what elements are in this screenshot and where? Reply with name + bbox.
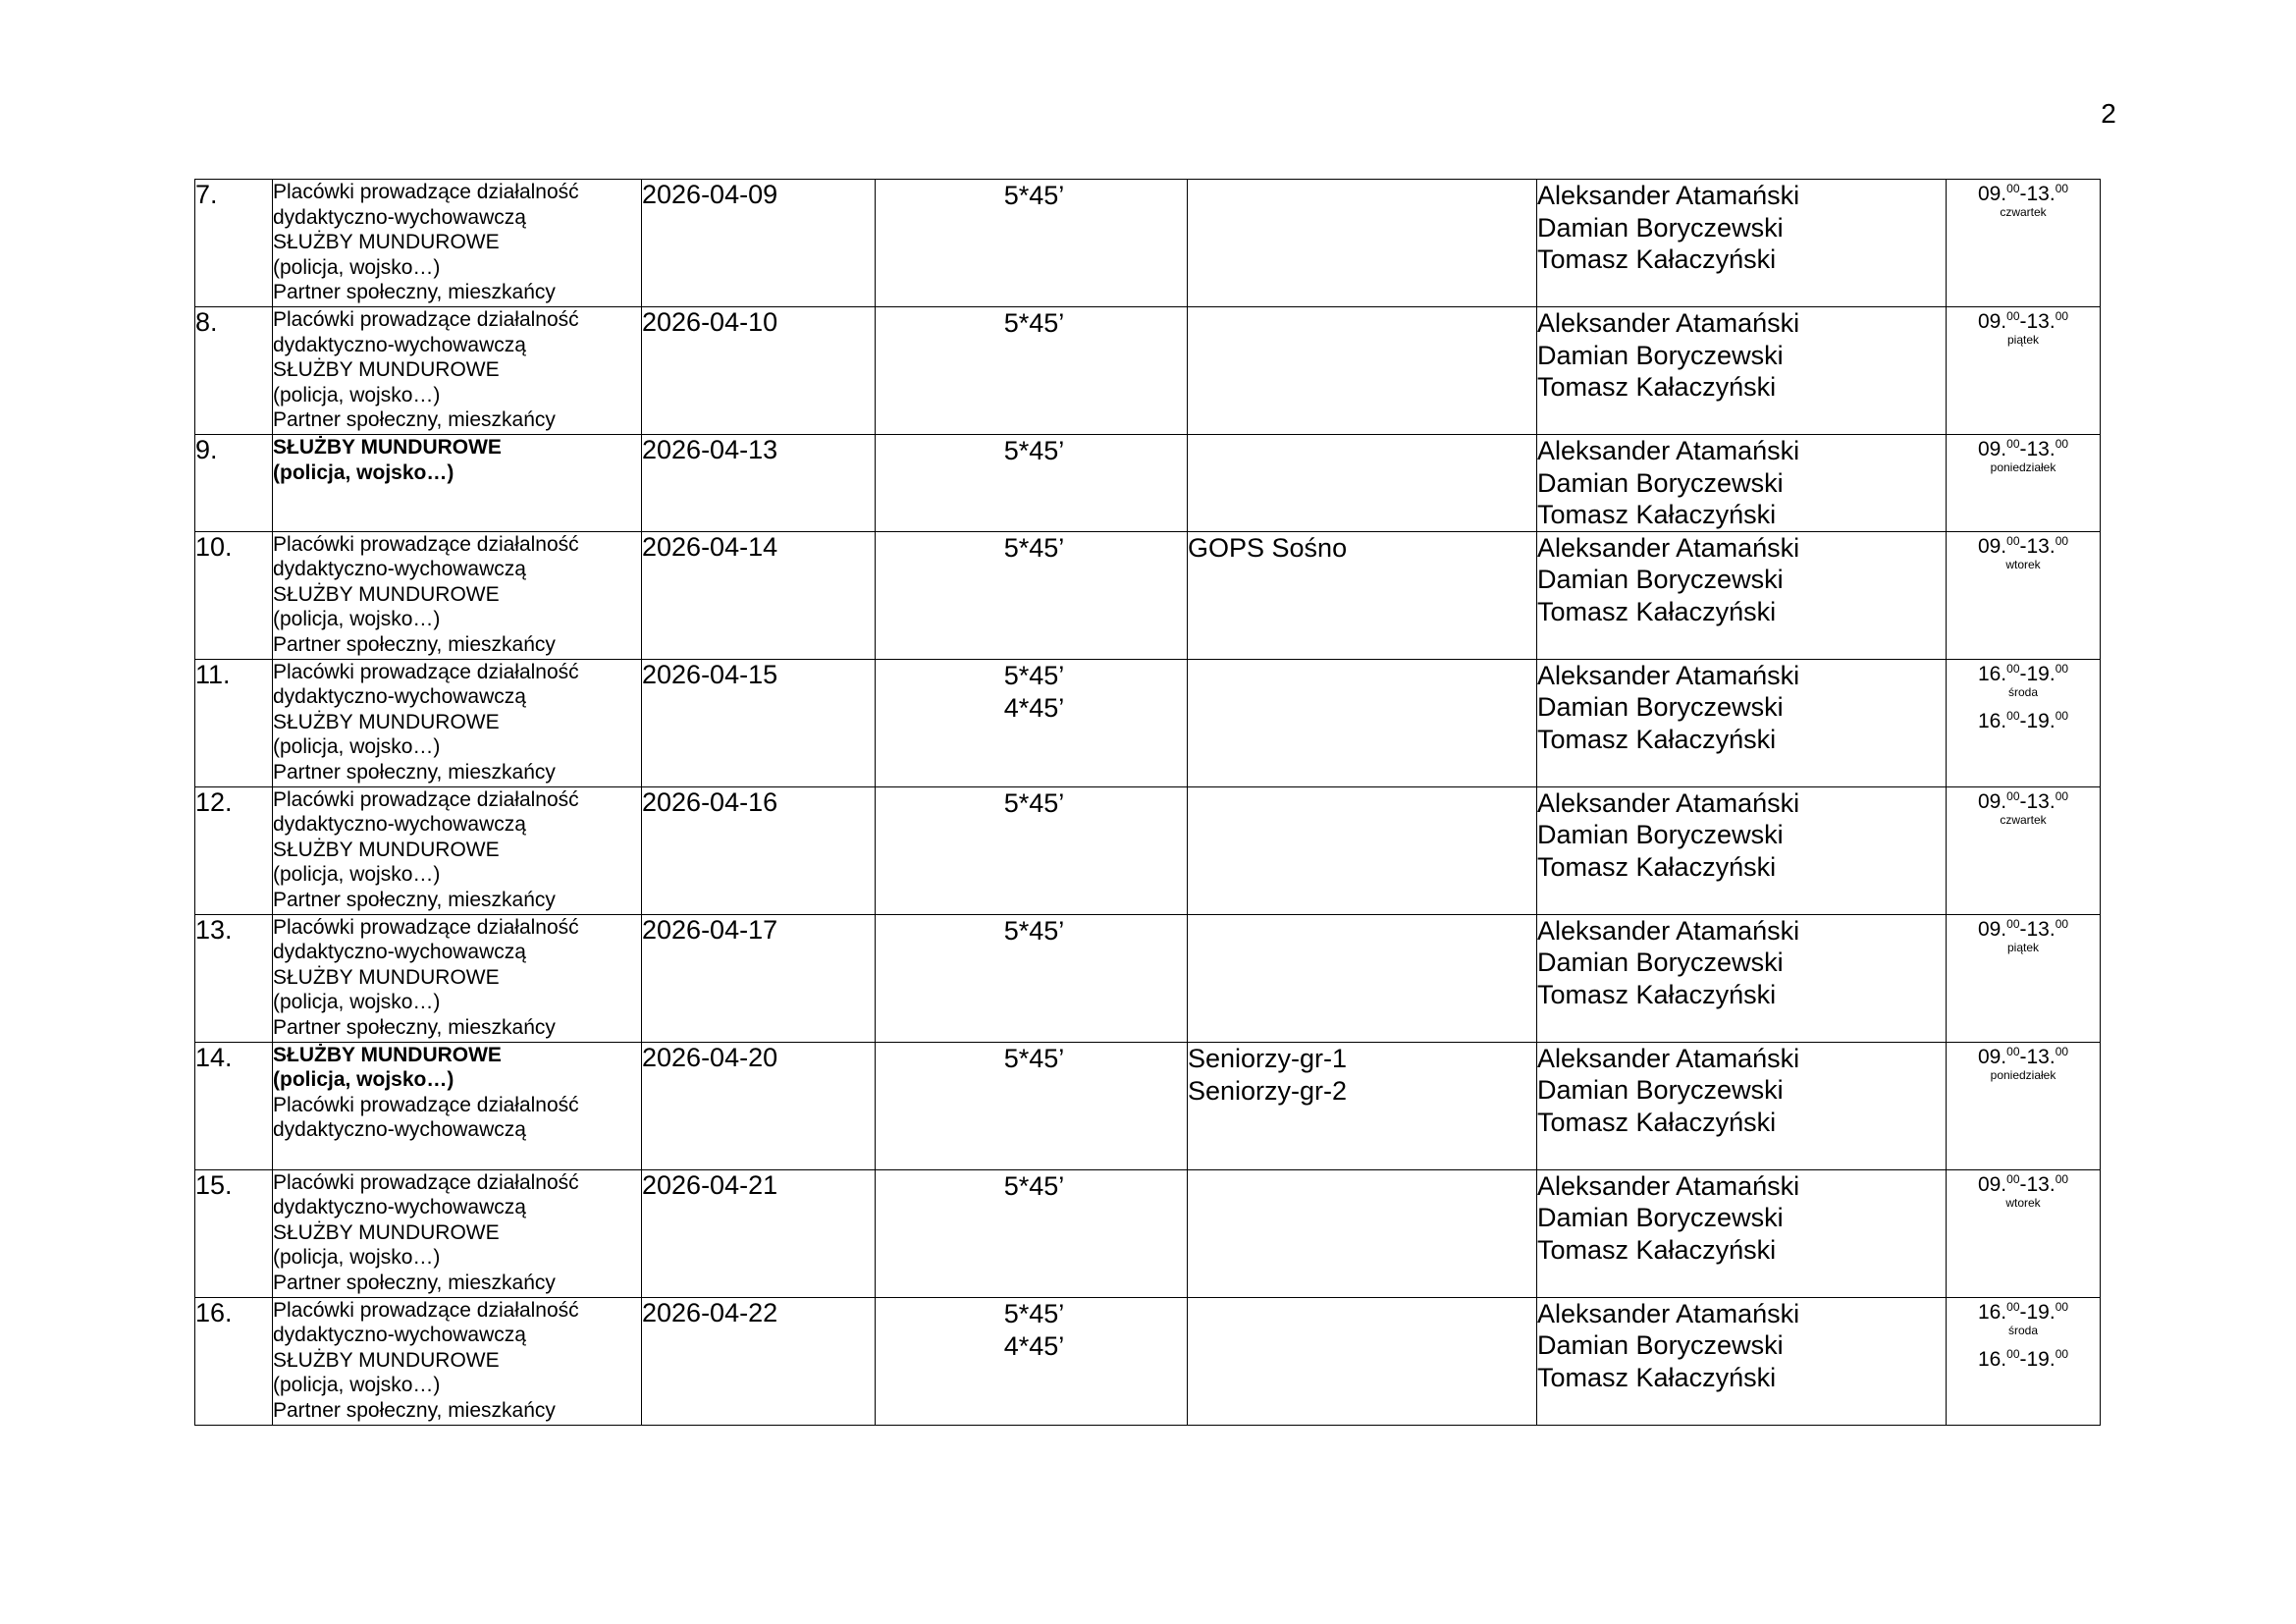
row-number-cell — [195, 1169, 273, 1297]
trainer-name: Damian Boryczewski — [1537, 212, 1784, 243]
row-number-cell — [195, 531, 273, 659]
trainers-cell — [1537, 1297, 1947, 1425]
target-group-line: SŁUŻBY MUNDUROWE — [273, 436, 502, 459]
time-range — [1947, 788, 2100, 813]
place-cell — [1188, 435, 1537, 532]
time-end-minutes: 00 — [2055, 1044, 2069, 1058]
hours-cell — [876, 531, 1188, 659]
table-row — [195, 914, 2101, 1042]
time-end: -19. — [2019, 709, 2056, 732]
place-value: GOPS Sośno — [1188, 532, 1348, 563]
table-row — [195, 531, 2101, 659]
session-date: 2026-04-14 — [642, 531, 778, 562]
time-range — [1947, 1346, 2100, 1371]
hours-value: 4*45’ — [1003, 1330, 1065, 1361]
trainers-cell — [1537, 307, 1947, 435]
row-number-cell — [195, 914, 273, 1042]
trainer-name: Aleksander Atamański — [1537, 660, 1800, 690]
trainer-name: Tomasz Kałaczyński — [1537, 979, 1777, 1009]
trainers-cell — [1537, 1042, 1947, 1169]
date-cell — [642, 180, 876, 307]
time-cell — [1947, 1042, 2101, 1169]
row-number: 11. — [195, 659, 231, 689]
time-end: -19. — [2019, 1347, 2056, 1371]
date-cell — [642, 786, 876, 914]
time-end-minutes: 00 — [2055, 1299, 2069, 1314]
row-number: 13. — [195, 914, 233, 945]
time-start: 16. — [1977, 1300, 2007, 1324]
time-end-minutes: 00 — [2055, 182, 2069, 195]
trainer-name: Damian Boryczewski — [1537, 1075, 1784, 1105]
target-group-line: (policja, wojsko…) — [273, 460, 454, 484]
hours-value: 5*45’ — [1003, 787, 1065, 818]
time-end-minutes: 00 — [2055, 916, 2069, 931]
target-group-line: dydaktyczno-wychowawczą — [273, 1118, 526, 1141]
time-end-minutes: 00 — [2055, 437, 2069, 451]
time-range — [1947, 184, 2100, 205]
hours-cell — [876, 1169, 1188, 1297]
place-cell — [1188, 1042, 1537, 1169]
target-group-line: SŁUŻBY MUNDUROWE — [273, 1043, 502, 1066]
place-cell — [1188, 786, 1537, 914]
target-group-line: (policja, wojsko…) — [273, 1246, 441, 1269]
time-start: 09. — [1977, 183, 2007, 205]
hours-cell — [876, 1042, 1188, 1169]
target-group-line: dydaktyczno-wychowawczą — [273, 333, 526, 356]
target-group-cell — [273, 435, 642, 532]
trainer-name: Aleksander Atamański — [1537, 181, 1800, 210]
time-start: 09. — [1977, 534, 2007, 558]
weekday-label: poniedziałek — [1990, 1067, 2056, 1082]
target-group-cell — [273, 531, 642, 659]
time-cell — [1947, 435, 2101, 532]
table-row — [195, 180, 2101, 307]
target-group-cell — [273, 1169, 642, 1297]
table-row — [195, 307, 2101, 435]
page-number: 2 — [2101, 98, 2116, 129]
time-start-minutes: 00 — [2006, 916, 2020, 931]
target-group-line: SŁUŻBY MUNDUROWE — [273, 582, 500, 606]
target-group-line: Partner społeczny, mieszkańcy — [273, 281, 556, 303]
target-group-line: SŁUŻBY MUNDUROWE — [273, 965, 500, 989]
target-group-line: (policja, wojsko…) — [273, 735, 441, 758]
row-number: 7. — [195, 180, 218, 209]
time-end: -13. — [2019, 1045, 2056, 1068]
target-group-line: (policja, wojsko…) — [273, 863, 441, 886]
session-date: 2026-04-21 — [642, 1169, 778, 1200]
time-start-minutes: 00 — [2006, 437, 2020, 451]
hours-cell — [876, 307, 1188, 435]
hours-cell — [876, 914, 1188, 1042]
weekday-label: czwartek — [2000, 205, 2047, 219]
trainer-name: Damian Boryczewski — [1537, 692, 1784, 722]
time-end-minutes: 00 — [2055, 1346, 2069, 1361]
time-range — [1947, 1044, 2100, 1068]
target-group-line: dydaktyczno-wychowawczą — [273, 813, 526, 836]
target-group-line: (policja, wojsko…) — [273, 255, 441, 279]
row-number-cell — [195, 1297, 273, 1425]
time-end: -13. — [2019, 438, 2056, 460]
row-number-cell — [195, 1042, 273, 1169]
trainer-name: Damian Boryczewski — [1537, 947, 1784, 977]
row-number: 9. — [195, 435, 218, 464]
target-group-cell — [273, 307, 642, 435]
row-number: 14. — [195, 1042, 233, 1072]
time-start-minutes: 00 — [2006, 1044, 2020, 1058]
table-row — [195, 1042, 2101, 1169]
place-value: Seniorzy-gr-2 — [1188, 1075, 1348, 1106]
time-end-minutes: 00 — [2055, 533, 2069, 548]
time-end-minutes: 00 — [2055, 661, 2069, 676]
time-start: 09. — [1977, 1172, 2007, 1196]
weekday-label: środa — [2007, 684, 2039, 699]
time-range — [1947, 1171, 2100, 1196]
hours-value: 5*45’ — [1003, 915, 1065, 946]
weekday-label: czwartek — [2000, 812, 2047, 827]
trainers-cell — [1537, 180, 1947, 307]
trainer-name: Tomasz Kałaczyński — [1537, 1234, 1777, 1265]
target-group-line: SŁUŻBY MUNDUROWE — [273, 231, 500, 253]
place-cell — [1188, 659, 1537, 786]
trainer-name: Aleksander Atamański — [1537, 436, 1800, 465]
time-range — [1947, 661, 2100, 685]
hours-value: 5*45’ — [1003, 660, 1065, 690]
time-cell — [1947, 659, 2101, 786]
table-row — [195, 659, 2101, 786]
time-start-minutes: 00 — [2006, 708, 2020, 723]
target-group-line: dydaktyczno-wychowawczą — [273, 1196, 526, 1218]
time-range — [1947, 1299, 2100, 1324]
target-group-line: (policja, wojsko…) — [273, 608, 441, 630]
row-number: 10. — [195, 531, 233, 562]
target-group-line: Partner społeczny, mieszkańcy — [273, 632, 556, 656]
trainer-name: Tomasz Kałaczyński — [1537, 1107, 1777, 1137]
target-group-line: (policja, wojsko…) — [273, 1374, 441, 1396]
table-row — [195, 786, 2101, 914]
target-group-line: Placówki prowadzące działalność — [273, 1298, 579, 1322]
hours-value: 5*45’ — [1003, 181, 1065, 210]
target-group-cell — [273, 180, 642, 307]
hours-cell — [876, 786, 1188, 914]
row-number-cell — [195, 659, 273, 786]
trainer-name: Tomasz Kałaczyński — [1537, 724, 1777, 754]
time-end: -13. — [2019, 183, 2056, 205]
place-cell — [1188, 914, 1537, 1042]
trainer-name: Damian Boryczewski — [1537, 340, 1784, 370]
time-end: -13. — [2019, 534, 2056, 558]
date-cell — [642, 659, 876, 786]
time-end-minutes: 00 — [2055, 1171, 2069, 1186]
target-group-line: Partner społeczny, mieszkańcy — [273, 888, 556, 911]
target-group-cell — [273, 659, 642, 786]
time-start-minutes: 00 — [2006, 182, 2020, 195]
hours-value: 5*45’ — [1003, 436, 1065, 465]
trainer-name: Tomasz Kałaczyński — [1537, 372, 1777, 402]
target-group-line: Partner społeczny, mieszkańcy — [273, 1271, 556, 1294]
session-date: 2026-04-09 — [642, 180, 778, 209]
time-range — [1947, 708, 2100, 732]
trainer-name: Tomasz Kałaczyński — [1537, 500, 1777, 529]
target-group-line: SŁUŻBY MUNDUROWE — [273, 1220, 500, 1244]
target-group-line: Placówki prowadzące działalność — [273, 915, 579, 939]
target-group-line: Placówki prowadzące działalność — [273, 181, 579, 203]
hours-value: 5*45’ — [1003, 1298, 1065, 1328]
hours-value: 5*45’ — [1003, 1170, 1065, 1201]
place-value: Seniorzy-gr-1 — [1188, 1043, 1348, 1073]
target-group-line: (policja, wojsko…) — [273, 991, 441, 1013]
target-group-cell — [273, 1042, 642, 1169]
trainer-name: Damian Boryczewski — [1537, 1203, 1784, 1232]
row-number-cell — [195, 307, 273, 435]
trainer-name: Damian Boryczewski — [1537, 1330, 1784, 1360]
weekday-label: wtorek — [2005, 1195, 2041, 1210]
place-cell — [1188, 180, 1537, 307]
target-group-line: dydaktyczno-wychowawczą — [273, 558, 526, 580]
time-start-minutes: 00 — [2006, 788, 2020, 803]
trainer-name: Aleksander Atamański — [1537, 308, 1800, 338]
trainers-cell — [1537, 659, 1947, 786]
time-end-minutes: 00 — [2055, 788, 2069, 803]
schedule-table — [194, 179, 2101, 1426]
date-cell — [642, 1169, 876, 1297]
hours-cell — [876, 435, 1188, 532]
row-number-cell — [195, 180, 273, 307]
weekday-label: piątek — [2006, 940, 2040, 954]
time-cell — [1947, 1297, 2101, 1425]
target-group-line: SŁUŻBY MUNDUROWE — [273, 838, 500, 861]
hours-cell — [876, 1297, 1188, 1425]
session-date: 2026-04-17 — [642, 914, 778, 945]
trainer-name: Aleksander Atamański — [1537, 1298, 1800, 1328]
time-range — [1947, 439, 2100, 460]
hours-value: 5*45’ — [1003, 1043, 1065, 1073]
trainers-cell — [1537, 786, 1947, 914]
trainer-name: Aleksander Atamański — [1537, 915, 1800, 946]
time-end: -13. — [2019, 1172, 2056, 1196]
row-number-cell — [195, 786, 273, 914]
trainers-cell — [1537, 914, 1947, 1042]
row-number: 16. — [195, 1297, 233, 1327]
target-group-line: Placówki prowadzące działalność — [273, 660, 579, 683]
time-start: 09. — [1977, 917, 2007, 941]
place-cell — [1188, 307, 1537, 435]
time-end: -19. — [2019, 1300, 2056, 1324]
time-start: 09. — [1977, 310, 2007, 333]
date-cell — [642, 307, 876, 435]
time-start: 16. — [1977, 1347, 2007, 1371]
trainer-name: Aleksander Atamański — [1537, 1170, 1800, 1201]
target-group-line: Partner społeczny, mieszkańcy — [273, 408, 556, 431]
hours-value: 5*45’ — [1003, 308, 1065, 338]
target-group-line: Partner społeczny, mieszkańcy — [273, 760, 556, 784]
time-cell — [1947, 180, 2101, 307]
target-group-line: dydaktyczno-wychowawczą — [273, 685, 526, 708]
target-group-line: Placówki prowadzące działalność — [273, 1170, 579, 1194]
time-range — [1947, 916, 2100, 941]
target-group-line: Partner społeczny, mieszkańcy — [273, 1015, 556, 1039]
trainers-cell — [1537, 435, 1947, 532]
time-start: 09. — [1977, 1045, 2007, 1068]
row-number: 8. — [195, 307, 218, 337]
time-start-minutes: 00 — [2006, 1171, 2020, 1186]
session-date: 2026-04-22 — [642, 1297, 778, 1327]
time-end: -13. — [2019, 310, 2056, 333]
hours-cell — [876, 659, 1188, 786]
weekday-label: piątek — [2006, 333, 2040, 347]
hours-value: 5*45’ — [1003, 532, 1065, 563]
date-cell — [642, 914, 876, 1042]
trainer-name: Aleksander Atamański — [1537, 532, 1800, 563]
session-date: 2026-04-10 — [642, 307, 778, 337]
date-cell — [642, 531, 876, 659]
time-start: 09. — [1977, 438, 2007, 460]
time-start-minutes: 00 — [2006, 661, 2020, 676]
table-row — [195, 1169, 2101, 1297]
target-group-line: SŁUŻBY MUNDUROWE — [273, 710, 500, 733]
trainer-name: Damian Boryczewski — [1537, 467, 1784, 498]
time-start: 16. — [1977, 662, 2007, 685]
table-row — [195, 435, 2101, 532]
time-cell — [1947, 307, 2101, 435]
time-start-minutes: 00 — [2006, 309, 2020, 323]
trainers-cell — [1537, 1169, 1947, 1297]
date-cell — [642, 1297, 876, 1425]
trainer-name: Tomasz Kałaczyński — [1537, 244, 1777, 274]
target-group-cell — [273, 1297, 642, 1425]
row-number: 15. — [195, 1169, 233, 1200]
session-date: 2026-04-13 — [642, 435, 778, 464]
target-group-line: SŁUŻBY MUNDUROWE — [273, 1348, 500, 1372]
date-cell — [642, 1042, 876, 1169]
time-range — [1947, 533, 2100, 558]
target-group-line: Placówki prowadzące działalność — [273, 1093, 579, 1116]
time-start-minutes: 00 — [2006, 1346, 2020, 1361]
time-start: 09. — [1977, 789, 2007, 813]
trainers-cell — [1537, 531, 1947, 659]
time-cell — [1947, 531, 2101, 659]
time-cell — [1947, 914, 2101, 1042]
session-date: 2026-04-15 — [642, 659, 778, 689]
weekday-label: poniedziałek — [1990, 460, 2056, 474]
target-group-line: SŁUŻBY MUNDUROWE — [273, 358, 500, 381]
trainer-name: Damian Boryczewski — [1537, 820, 1784, 849]
time-start-minutes: 00 — [2006, 533, 2020, 548]
session-date: 2026-04-16 — [642, 786, 778, 817]
hours-cell — [876, 180, 1188, 307]
time-end: -19. — [2019, 662, 2056, 685]
place-cell — [1188, 531, 1537, 659]
time-end: -13. — [2019, 917, 2056, 941]
hours-value: 4*45’ — [1003, 692, 1065, 723]
target-group-line: (policja, wojsko…) — [273, 1068, 454, 1091]
date-cell — [642, 435, 876, 532]
trainer-name: Tomasz Kałaczyński — [1537, 851, 1777, 882]
trainer-name: Damian Boryczewski — [1537, 565, 1784, 594]
place-cell — [1188, 1169, 1537, 1297]
weekday-label: wtorek — [2005, 557, 2041, 571]
time-end: -13. — [2019, 789, 2056, 813]
time-range — [1947, 311, 2100, 333]
time-end-minutes: 00 — [2055, 309, 2069, 323]
time-cell — [1947, 786, 2101, 914]
trainer-name: Aleksander Atamański — [1537, 1043, 1800, 1073]
schedule-body — [195, 180, 2101, 1426]
time-end-minutes: 00 — [2055, 708, 2069, 723]
time-start-minutes: 00 — [2006, 1299, 2020, 1314]
target-group-cell — [273, 914, 642, 1042]
place-cell — [1188, 1297, 1537, 1425]
time-cell — [1947, 1169, 2101, 1297]
target-group-line: dydaktyczno-wychowawczą — [273, 941, 526, 963]
target-group-line: dydaktyczno-wychowawczą — [273, 205, 526, 229]
time-start: 16. — [1977, 709, 2007, 732]
session-date: 2026-04-20 — [642, 1042, 778, 1072]
target-group-line: Placówki prowadzące działalność — [273, 308, 579, 331]
target-group-cell — [273, 786, 642, 914]
trainer-name: Aleksander Atamański — [1537, 787, 1800, 818]
row-number: 12. — [195, 786, 233, 817]
target-group-line: (policja, wojsko…) — [273, 383, 441, 406]
target-group-line: Partner społeczny, mieszkańcy — [273, 1398, 556, 1422]
table-row — [195, 1297, 2101, 1425]
weekday-label: środa — [2007, 1323, 2039, 1337]
target-group-line: Placówki prowadzące działalność — [273, 532, 579, 556]
target-group-line: dydaktyczno-wychowawczą — [273, 1324, 526, 1346]
target-group-line: Placówki prowadzące działalność — [273, 787, 579, 811]
trainer-name: Tomasz Kałaczyński — [1537, 596, 1777, 626]
trainer-name: Tomasz Kałaczyński — [1537, 1362, 1777, 1392]
row-number-cell — [195, 435, 273, 532]
